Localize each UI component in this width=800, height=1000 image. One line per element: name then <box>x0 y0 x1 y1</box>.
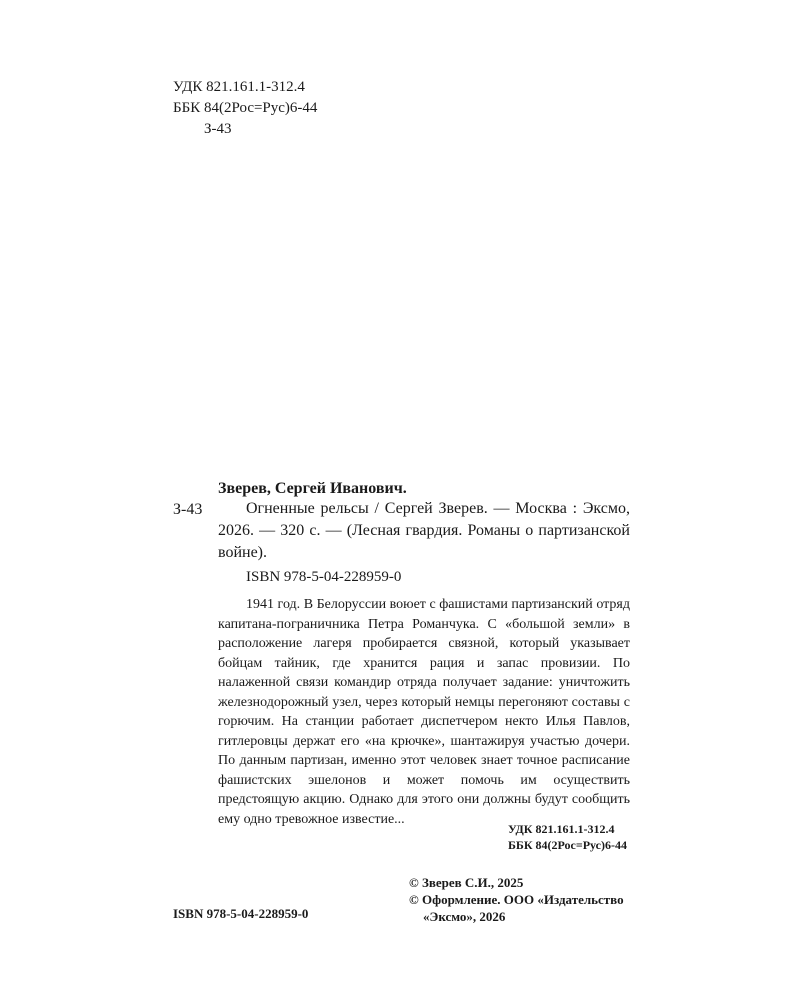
copyright-design-continued: «Эксмо», 2026 <box>423 909 506 924</box>
bbk-code: ББК 84(2Рос=Рус)6-44 <box>173 100 318 116</box>
bottom-bbk-code: ББК 84(2Рос=Рус)6-44 <box>507 838 627 852</box>
side-author-sign: З-43 <box>173 501 203 518</box>
author-heading: Зверев, Сергей Иванович. <box>218 480 407 497</box>
top-classification-codes <box>173 77 317 140</box>
copyright-design: © Оформление. ООО «Издательство <box>409 892 624 907</box>
author-sign: З-43 <box>204 121 232 137</box>
record-isbn: ISBN 978-5-04-228959-0 <box>246 569 402 585</box>
annotation <box>218 595 630 829</box>
copyright-block <box>409 874 624 925</box>
bibliographic-description <box>218 498 630 564</box>
bottom-classification-codes <box>508 821 627 853</box>
bottom-isbn: ISBN 978-5-04-228959-0 <box>173 906 309 921</box>
udk-code: УДК 821.161.1-312.4 <box>173 79 305 95</box>
bottom-udk-code: УДК 821.161.1-312.4 <box>507 822 615 836</box>
annotation-text: 1941 год. В Белоруссии воюет с фашистами партизанский отряд капитана-пограничника Петра Романчука. С «большой земли» в расположение лагеря пробирается связной, который указывает бойцам тайник, где хранится рация и запас провизии. По налаженной связи командир отряда получает задание: уничтожить железнодорожный узел, через который немцы перегоняют составы с горючим. На станции работает диспетчером некто Илья Павлов, гитлеровцы держат его «на крючке», шантажируя участью дочери. По данным партизан, именно этот человек знает точное расписание фашистских эшелонов и может помочь им осуществить предстоящую акцию. Однако для этого они должны будут сообщить ему одно тревожное известие... <box>218 597 630 827</box>
description-text: Огненные рельсы / Сергей Зверев. — Москва : Эксмо, 2026. — 320 с. — (Лесная гвардия. Романы о партизанской войне). <box>218 500 630 561</box>
copyright-author: © Зверев С.И., 2025 <box>409 875 524 890</box>
